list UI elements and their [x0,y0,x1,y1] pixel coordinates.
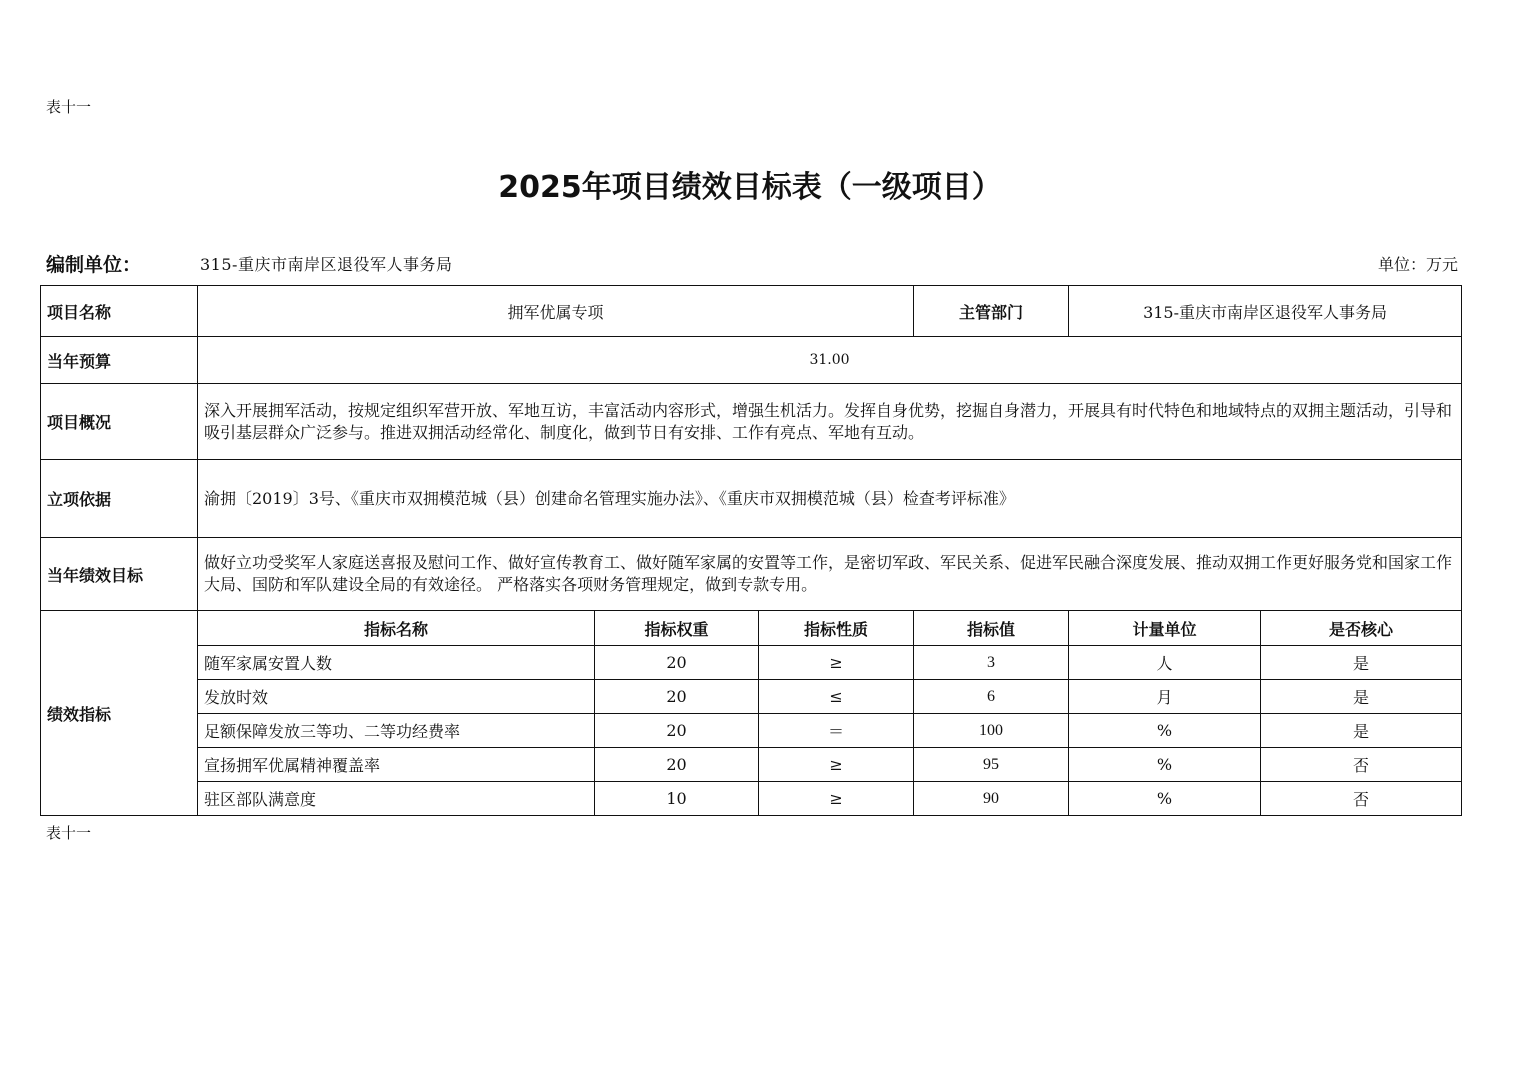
header-weight: 指标权重 [595,611,759,646]
goal-label: 当年绩效目标 [41,538,198,611]
header-value: 指标值 [914,611,1069,646]
dept-value: 315-重庆市南岸区退役军人事务局 [1069,286,1462,337]
indicator-core: 是 [1261,646,1462,680]
indicator-weight: 20 [595,646,759,680]
indicator-unit: 人 [1069,646,1261,680]
table-row [41,782,1462,816]
indicator-nature: ≥ [759,748,914,782]
header-unit: 计量单位 [1069,611,1261,646]
indicator-nature: ≥ [759,646,914,680]
indicator-core: 否 [1261,782,1462,816]
overview-value: 深入开展拥军活动，按规定组织军营开放、军地互访，丰富活动内容形式，增强生机活力。发挥自身优势，挖掘自身潜力，开展具有时代特色和地域特点的双拥主题活动，引导和吸引基层群众广泛参与。推进双拥活动经常化、制度化，做到节日有安排、工作有亮点、军地有互动。 [198,384,1462,460]
indicator-nature: ≥ [759,782,914,816]
indicator-header-row [41,611,1462,646]
indicator-weight: 20 [595,714,759,748]
header-nature: 指标性质 [759,611,914,646]
indicator-value: 100 [914,714,1069,748]
row-budget [41,337,1462,384]
indicator-unit: % [1069,748,1261,782]
overview-label: 项目概况 [41,384,198,460]
header-indicator-name: 指标名称 [198,611,595,646]
indicator-unit: 月 [1069,680,1261,714]
org-label: 编制单位： [46,254,142,276]
currency-unit: 单位：万元 [1377,255,1458,274]
indicator-weight: 20 [595,748,759,782]
indicator-name: 随军家属安置人数 [198,646,595,680]
row-overview [41,384,1462,460]
indicator-unit: % [1069,714,1261,748]
indicator-nature: ＝ [759,714,914,748]
row-basis [41,460,1462,538]
basis-value: 渝拥〔2019〕3号、《重庆市双拥模范城（县）创建命名管理实施办法》、《重庆市双拥模范城（县）检查考评标准》 [198,460,1462,538]
indicator-weight: 20 [595,680,759,714]
table-label-top: 表十一 [46,98,92,116]
table-row [41,646,1462,680]
table-label-bottom: 表十一 [46,824,92,842]
budget-label: 当年预算 [41,337,198,384]
indicator-core: 是 [1261,714,1462,748]
dept-label: 主管部门 [914,286,1069,337]
row-goal [41,538,1462,611]
indicator-core: 否 [1261,748,1462,782]
header-core: 是否核心 [1261,611,1462,646]
goal-value: 做好立功受奖军人家庭送喜报及慰问工作、做好宣传教育工、做好随军家属的安置等工作，是密切军政、军民关系、促进军民融合深度发展、推动双拥工作更好服务党和国家工作大局、国防和军队建设全局的有效途径。 严格落实各项财务管理规定，做到专款专用。 [198,538,1462,611]
project-name-value: 拥军优属专项 [198,286,914,337]
table-row [41,714,1462,748]
indicator-core: 是 [1261,680,1462,714]
indicator-weight: 10 [595,782,759,816]
indicator-name: 宣扬拥军优属精神覆盖率 [198,748,595,782]
indicator-nature: ≤ [759,680,914,714]
indicator-value: 95 [914,748,1069,782]
performance-table [40,285,1462,816]
row-project-name [41,286,1462,337]
budget-value: 31.00 [198,337,1462,384]
indicator-value: 90 [914,782,1069,816]
indicator-name: 发放时效 [198,680,595,714]
indicator-unit: % [1069,782,1261,816]
indicator-name: 驻区部队满意度 [198,782,595,816]
table-row [41,748,1462,782]
project-name-label: 项目名称 [41,286,198,337]
indicator-value: 6 [914,680,1069,714]
basis-label: 立项依据 [41,460,198,538]
table-row [41,680,1462,714]
page-title: 2025年项目绩效目标表（一级项目） [498,170,1002,205]
org-value: 315-重庆市南岸区退役军人事务局 [200,255,453,274]
indicator-value: 3 [914,646,1069,680]
indicators-label: 绩效指标 [41,611,198,816]
indicator-name: 足额保障发放三等功、二等功经费率 [198,714,595,748]
